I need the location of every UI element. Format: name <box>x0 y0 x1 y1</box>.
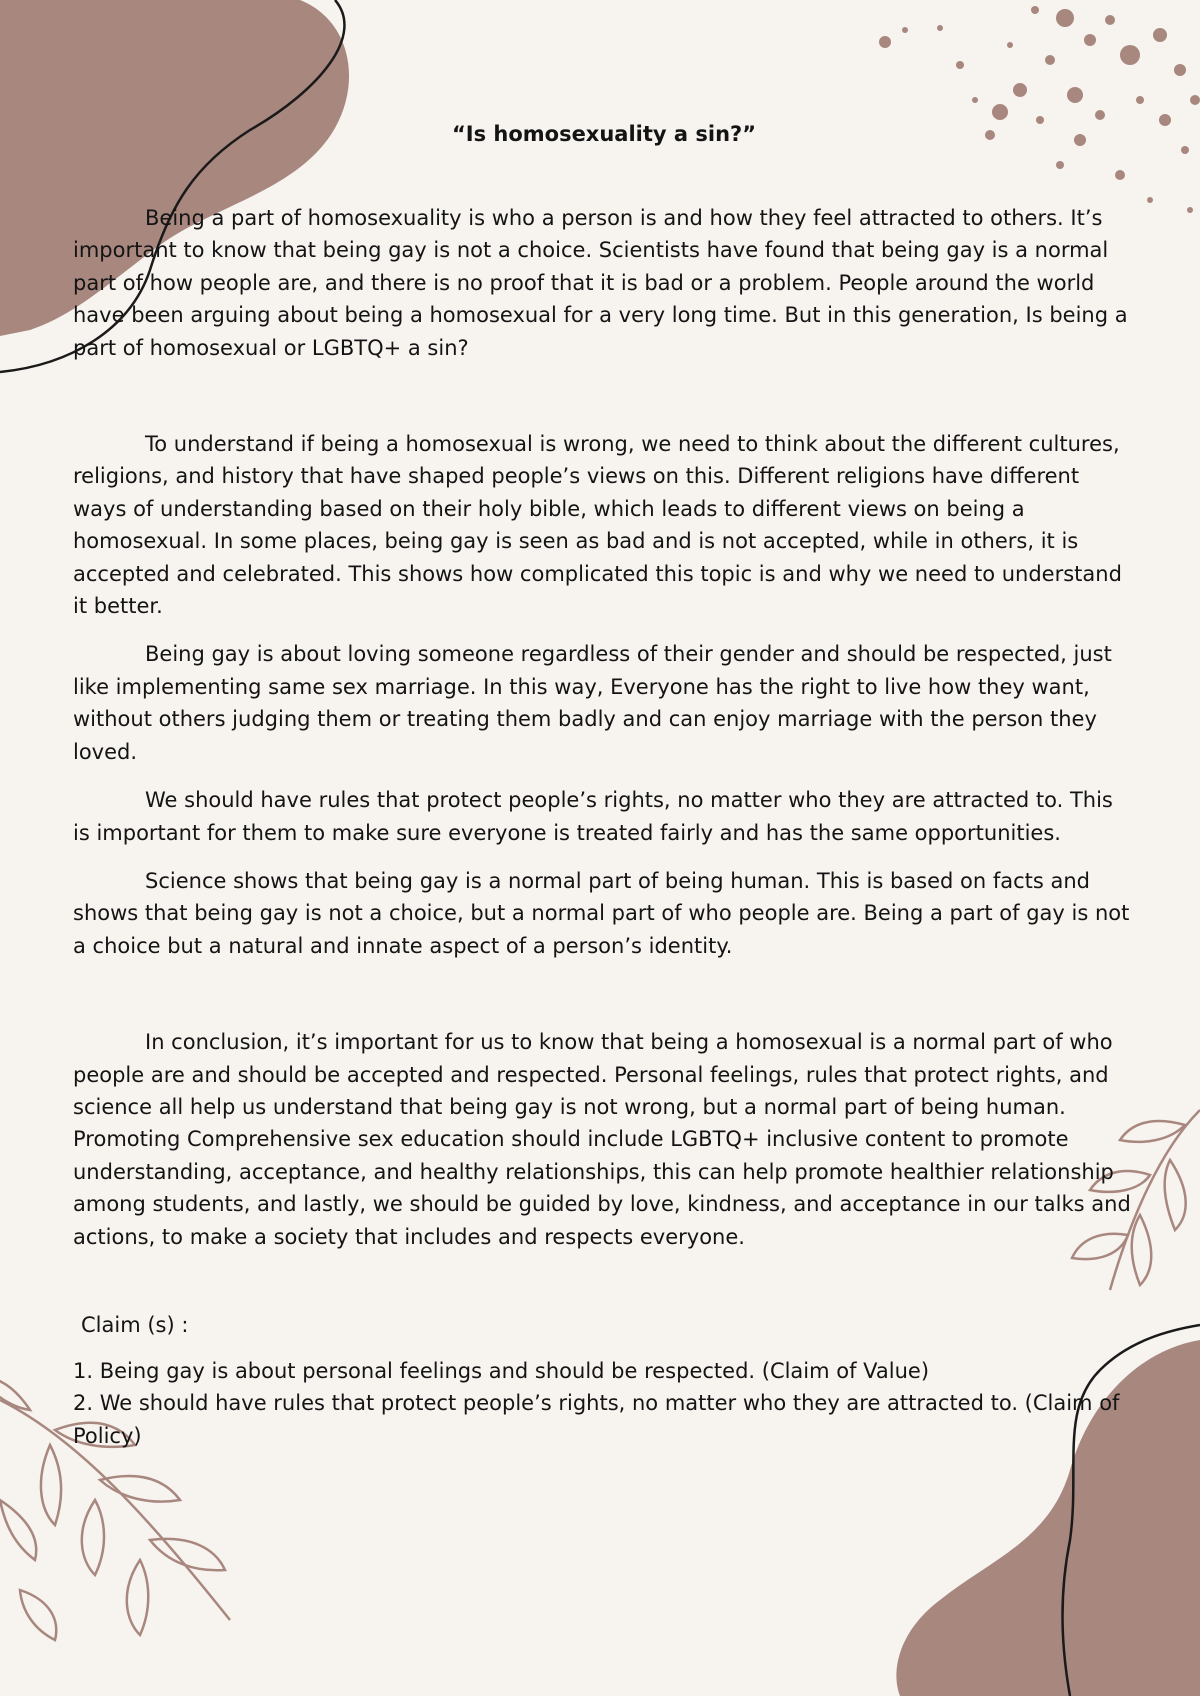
paragraph-conclusion: In conclusion, it’s important for us to know that being a homosexual is a normal part of who people are and should be accepted and respected. Personal feelings, rules that protect rights, and science all help us understand that being gay is not wrong, but a normal part of being human. Promoting Comprehensive sex education should include LGBTQ+ inclusive content to promote understanding, acceptance, and healthy relationships, this can help promote healthier relationship among students, and lastly, we should be guided by love, kindness, and acceptance in our talks and actions, to make a society that includes and respects everyone. <box>73 1030 1131 1249</box>
paragraph-loving: Being gay is about loving someone regardless of their gender and should be respected, just like implementing same sex marriage. In this way, Everyone has the right to live how they want, without others judging them or treating them badly and can enjoy marriage with the person they loved. <box>73 642 1112 764</box>
document-title: “Is homosexuality a sin?” <box>451 122 757 146</box>
paragraph-rules: We should have rules that protect people’s rights, no matter who they are attracted to. This is important for them to make sure everyone is treated fairly and has the same opportunities. <box>73 788 1113 845</box>
claim-item: 1. Being gay is about personal feelings and should be respected. (Claim of Value) <box>73 1358 930 1383</box>
document-body <box>73 118 1135 1452</box>
paragraph-intro: Being a part of homosexuality is who a person is and how they feel attracted to others. It’s important to know that being gay is not a choice. Scientists have found that being gay is a normal part of how people are, and there is no proof that it is bad or a problem. People around the world have been arguing about being a homosexual for a very long time. But in this generation, Is being a part of homosexual or LGBTQ+ a sin? <box>73 206 1128 360</box>
paragraph-science: Science shows that being gay is a normal part of being human. This is based on facts and shows that being gay is not a choice, but a normal part of who people are. Being a part of gay is not a choice but a natural and innate aspect of a person’s identity. <box>73 868 1130 958</box>
paragraph-cultures: To understand if being a homosexual is wrong, we need to think about the different cultures, religions, and history that have shaped people’s views on this. Different religions have different ways of understanding based on their holy bible, which leads to different views on being a homosexual. In some places, being gay is seen as bad and is not accepted, while in others, it is accepted and celebrated. This shows how complicated this topic is and why we need to understand it better. <box>73 432 1122 619</box>
claim-item: 2. We should have rules that protect people’s rights, no matter who they are attracted to. (Claim of Policy) <box>73 1391 1120 1448</box>
claims-heading: Claim (s) : <box>81 1312 189 1337</box>
